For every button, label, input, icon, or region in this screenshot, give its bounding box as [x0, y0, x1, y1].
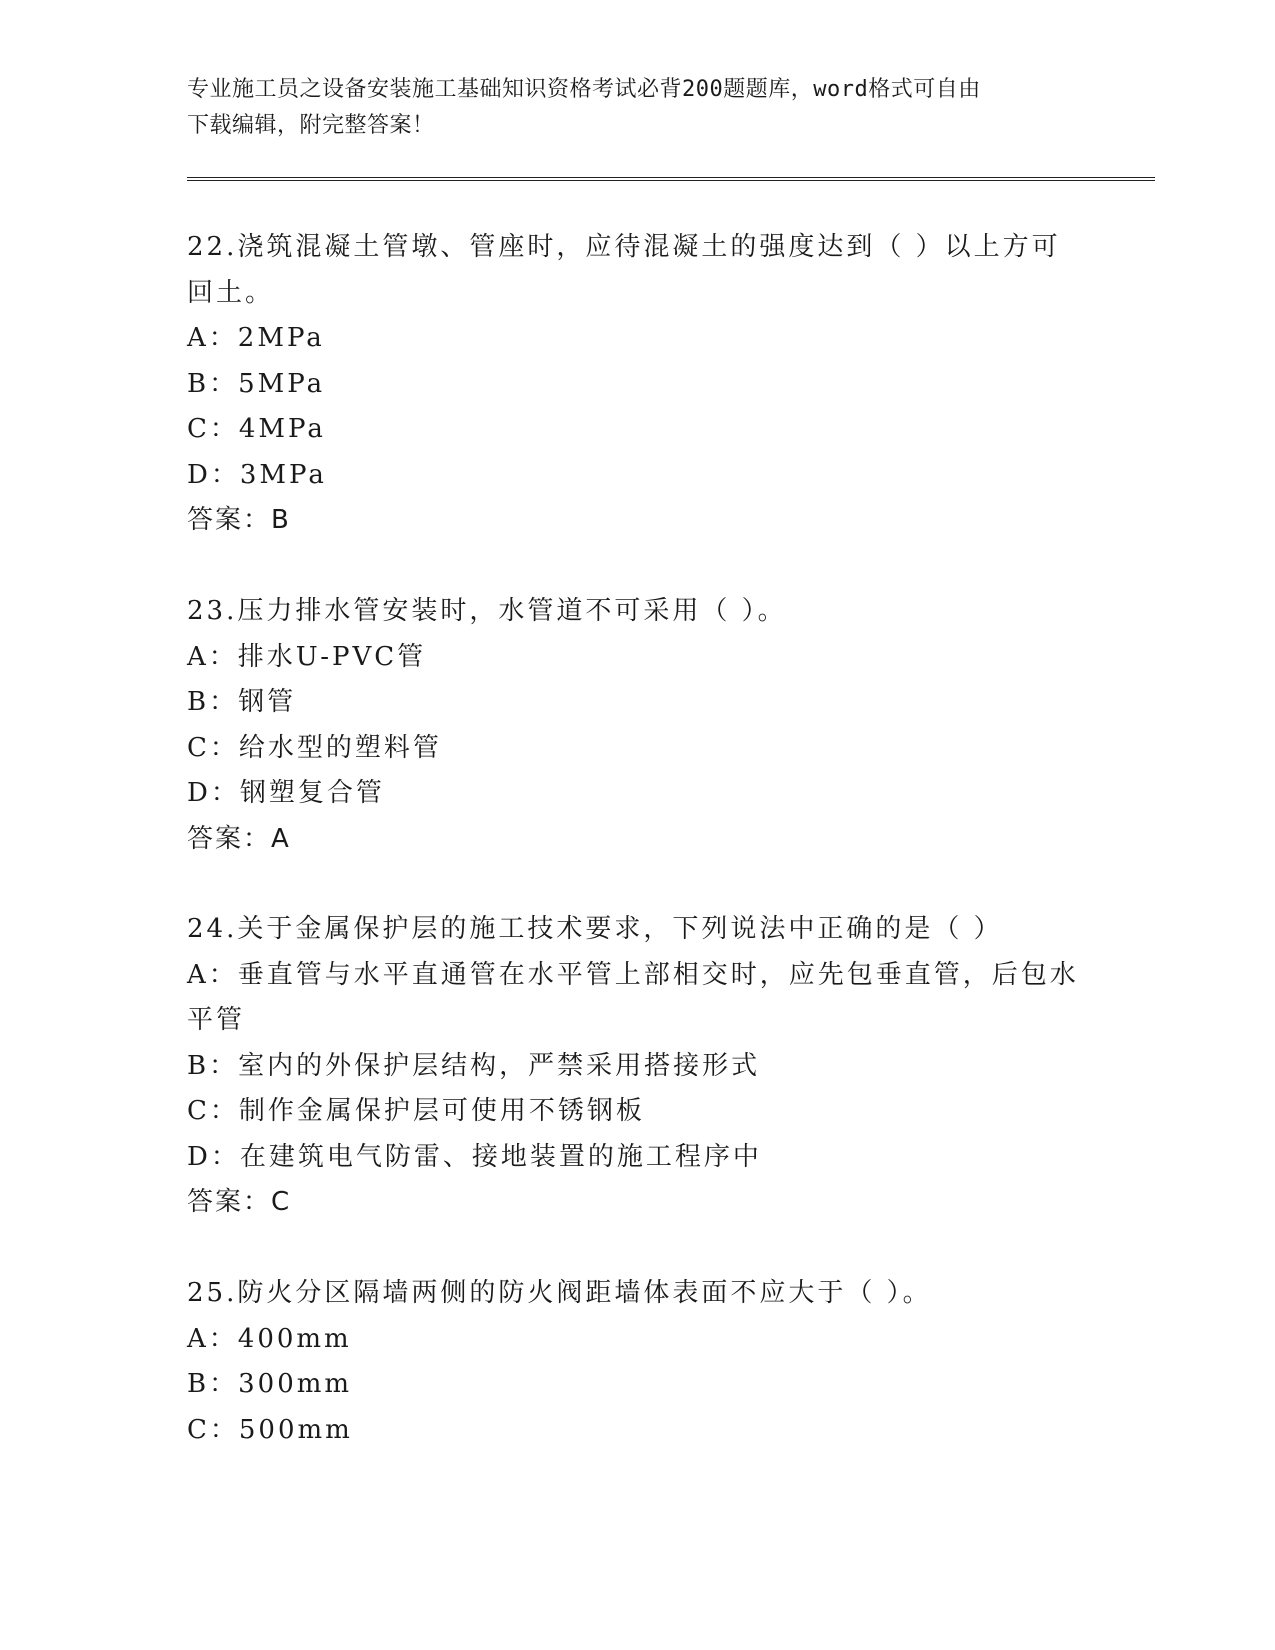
header-line-2: 下载编辑，附完整答案！ — [187, 113, 435, 138]
option-a: A：排水U-PVC管 — [187, 641, 427, 672]
answer: 答案：C — [187, 1187, 292, 1217]
option-b: B：室内的外保护层结构，严禁采用搭接形式 — [187, 1050, 761, 1081]
option-a: A：400mm — [187, 1323, 352, 1354]
question-23 — [187, 589, 1087, 862]
option-b: B：300mm — [187, 1369, 353, 1399]
question-stem: 22.浇筑混凝土管墩、管座时，应待混凝土的强度达到（ ）以上方可 — [187, 232, 1061, 262]
option-d: D：在建筑电气防雷、接地装置的施工程序中 — [187, 1141, 762, 1172]
option-c: C：4MPa — [187, 414, 326, 444]
question-stem: 23.压力排水管安装时，水管道不可采用（ ）。 — [187, 596, 787, 626]
header-line-1: 专业施工员之设备安装施工基础知识资格考试必背200题题库，word格式可自由 — [187, 77, 981, 102]
page-header — [187, 72, 1067, 144]
option-a: A：垂直管与水平直通管在水平管上部相交时，应先包垂直管，后包水 — [187, 959, 1079, 990]
option-a: A：2MPa — [187, 323, 325, 353]
option-c: C：给水型的塑料管 — [187, 732, 442, 763]
answer: 答案：A — [187, 823, 291, 854]
option-d: D：3MPa — [187, 459, 327, 490]
option-c: C：制作金属保护层可使用不锈钢板 — [187, 1096, 645, 1126]
question-25 — [187, 1271, 1087, 1453]
question-stem: 25.防火分区隔墙两侧的防火阀距墙体表面不应大于（ ）。 — [187, 1278, 932, 1308]
question-24 — [187, 907, 1087, 1226]
header-double-rule — [187, 177, 1155, 181]
option-a-continued: 平管 — [187, 1005, 246, 1035]
option-b: B：钢管 — [187, 687, 297, 717]
question-22 — [187, 225, 1087, 544]
option-d: D：钢塑复合管 — [187, 778, 385, 808]
question-stem-continued: 回土。 — [187, 277, 275, 308]
question-stem: 24.关于金属保护层的施工技术要求，下列说法中正确的是（ ） — [187, 914, 1003, 944]
answer: 答案：B — [187, 505, 291, 535]
option-b: B：5MPa — [187, 368, 326, 399]
option-c: C：500mm — [187, 1414, 353, 1445]
